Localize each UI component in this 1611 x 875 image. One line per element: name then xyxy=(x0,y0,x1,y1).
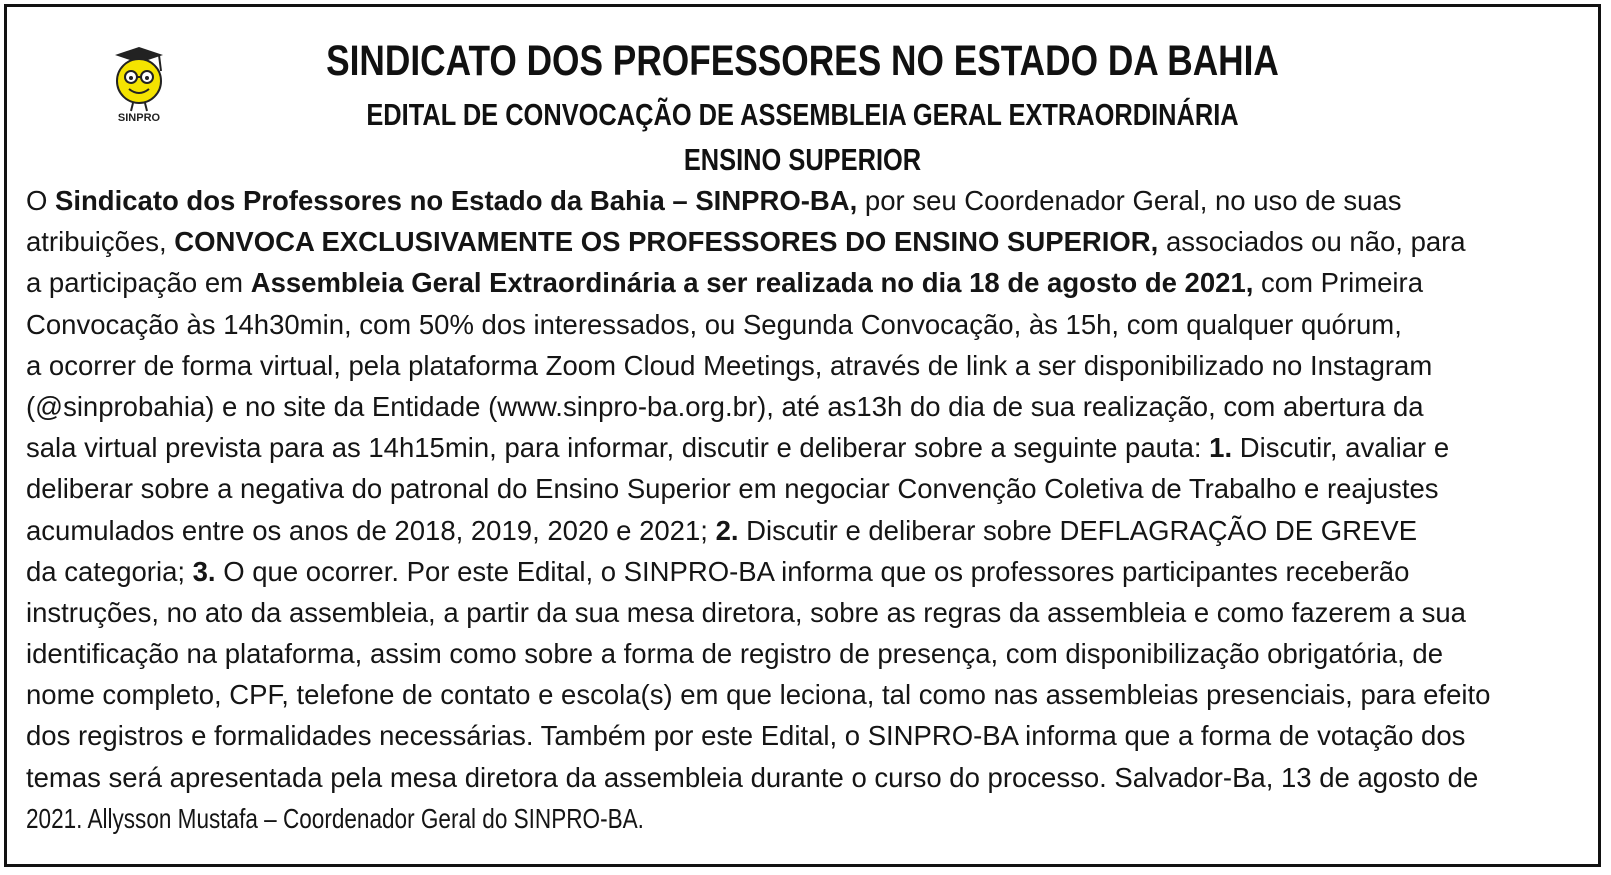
body-line xyxy=(26,798,1591,839)
text-segment: O que ocorrer. Por este Edital, o SINPRO-BA informa que os professores participantes receberão xyxy=(215,555,1410,587)
body-line xyxy=(26,427,1591,468)
body-line xyxy=(26,510,1591,551)
text-segment: identificação na plataforma, assim como sobre a forma de registro de presença, com disponibilização obrigatória, de xyxy=(26,638,1443,670)
body-line xyxy=(26,221,1591,262)
text-segment: instruções, no ato da assembleia, a partir da sua mesa diretora, sobre as regras da assembleia e como fazerem a sua xyxy=(26,596,1466,628)
notice-body xyxy=(26,180,1591,839)
bold-segment: Sindicato dos Professores no Estado da Bahia – SINPRO-BA, xyxy=(55,185,858,216)
svg-text:SINPRO: SINPRO xyxy=(117,112,161,124)
text-segment: a ocorrer de forma virtual, pela plataforma Zoom Cloud Meetings, através de link a ser disponibilizado no Instagram xyxy=(26,349,1433,381)
edital-title: EDITAL DE CONVOCAÇÃO DE ASSEMBLEIA GERAL EXTRAORDINÁRIA xyxy=(366,97,1239,132)
org-title: SINDICATO DOS PROFESSORES NO ESTADO DA BAHIA xyxy=(326,37,1279,85)
body-line xyxy=(26,386,1591,427)
text-segment: Discutir e deliberar sobre DEFLAGRAÇÃO DE GREVE xyxy=(738,514,1418,546)
body-line xyxy=(26,592,1591,633)
text-segment: Convocação às 14h30min, com 50% dos interessados, ou Segunda Convocação, às 15h, com qualquer quórum, xyxy=(26,308,1402,340)
body-line xyxy=(26,715,1591,756)
text-segment: associados ou não, para xyxy=(1158,226,1466,258)
text-segment: sala virtual prevista para as 14h15min, para informar, discutir e deliberar sobre a seguinte pauta: xyxy=(26,432,1210,464)
text-segment: (@sinprobahia) e no site da Entidade (www.sinpro-ba.org.br), até as13h do dia de sua realização, com abertura da xyxy=(26,390,1424,422)
body-line xyxy=(26,345,1591,386)
text-segment: deliberar sobre a negativa do patronal do Ensino Superior em negociar Convenção Coletiva de Trabalho e reajustes xyxy=(26,473,1439,505)
notice-frame xyxy=(4,4,1601,867)
text-segment: atribuições, xyxy=(26,226,175,258)
text-segment: da categoria; xyxy=(26,555,193,587)
text-segment: temas será apresentada pela mesa diretora da assembleia durante o curso do processo. Salvador-Ba, 13 de agosto de xyxy=(26,761,1479,793)
text-segment: por seu Coordenador Geral, no uso de suas xyxy=(857,185,1402,216)
text-segment: nome completo, CPF, telefone de contato e escola(s) em que leciona, tal como nas assembleias presenciais, para efeito xyxy=(26,679,1491,711)
body-line xyxy=(26,757,1591,798)
body-line xyxy=(26,180,1591,221)
body-line xyxy=(26,304,1591,345)
text-segment: O xyxy=(26,185,56,216)
text-segment: Discutir, avaliar e xyxy=(1232,432,1450,464)
bold-segment: CONVOCA EXCLUSIVAMENTE OS PROFESSORES DO ENSINO SUPERIOR, xyxy=(174,226,1159,258)
bold-segment: 1. xyxy=(1209,432,1233,464)
body-line xyxy=(26,674,1591,715)
text-segment: a participação em xyxy=(26,267,251,299)
body-line xyxy=(26,262,1591,303)
body-line xyxy=(26,468,1591,509)
body-line xyxy=(26,633,1591,674)
bold-segment: Assembleia Geral Extraordinária a ser realizada no dia 18 de agosto de 2021, xyxy=(250,267,1254,299)
bold-segment: 2. xyxy=(715,514,739,546)
text-segment: com Primeira xyxy=(1253,267,1423,299)
text-segment: dos registros e formalidades necessárias. Também por este Edital, o SINPRO-BA informa que a forma de votação dos xyxy=(26,720,1466,752)
segment-title: ENSINO SUPERIOR xyxy=(683,142,922,177)
bold-segment: 3. xyxy=(192,555,216,587)
body-line xyxy=(26,551,1591,592)
text-segment: acumulados entre os anos de 2018, 2019, 2020 e 2021; xyxy=(26,514,716,546)
text-segment: 2021. Allysson Mustafa – Coordenador Geral do SINPRO-BA. xyxy=(26,802,644,834)
